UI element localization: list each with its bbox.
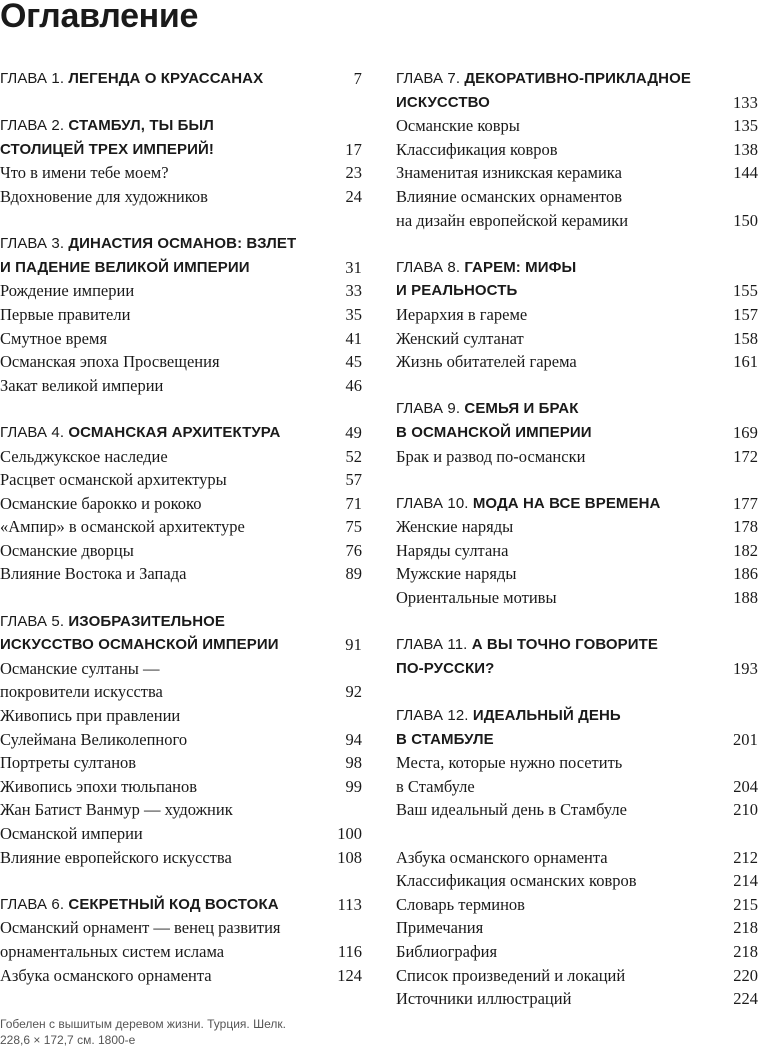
page-number: 52	[345, 446, 362, 466]
chapter-heading-line[interactable]	[396, 633, 758, 657]
chapter-heading-text	[396, 728, 758, 752]
page-number: 210	[733, 800, 758, 820]
page-number: 150	[733, 210, 758, 230]
page-number: 188	[733, 588, 758, 608]
entry-title: Портреты султанов	[0, 753, 137, 773]
chapter-title: ИСКУССТВО ОСМАНСКОЙ ИМПЕРИИ	[0, 636, 279, 654]
toc-entry[interactable]	[0, 350, 362, 374]
entry-title: Знаменитая изникская керамика	[396, 163, 622, 183]
toc-entry[interactable]	[0, 940, 362, 964]
toc-chapter	[0, 610, 362, 870]
toc-entry[interactable]	[0, 161, 362, 185]
chapter-number: ГЛАВА 8.	[396, 258, 465, 276]
entry-title: Влияние Востока и Запада	[0, 564, 187, 584]
page-number: 172	[733, 446, 758, 466]
toc-entry[interactable]	[396, 303, 758, 327]
page-number: 100	[337, 824, 362, 843]
chapter-title: ДЕКОРАТИВНО-ПРИКЛАДНОЕ	[464, 70, 691, 87]
toc-entry[interactable]	[396, 515, 758, 539]
toc-entry[interactable]	[396, 539, 758, 563]
chapter-title: А ВЫ ТОЧНО ГОВОРИТЕ	[471, 636, 659, 654]
toc-entry[interactable]	[396, 869, 758, 893]
entry-title: Ваш идеальный день в Стамбуле	[396, 800, 627, 820]
entry-title: Сулеймана Великолепного	[0, 729, 188, 749]
entry-title: Смутное время	[0, 328, 108, 348]
chapter-title: СТАМБУЛ, ТЫ БЫЛ	[68, 117, 214, 135]
chapter-title: ДИНАСТИЯ ОСМАНОВ: ВЗЛЕТ	[68, 235, 297, 253]
chapter-heading-line[interactable]	[396, 91, 758, 115]
chapter-number: ГЛАВА 5.	[0, 612, 69, 630]
entry-title: Живопись эпохи тюльпанов	[0, 776, 198, 796]
toc-entry[interactable]	[0, 515, 362, 539]
page-number: 116	[337, 941, 362, 961]
chapter-number: ГЛАВА 3.	[0, 235, 69, 253]
chapter-heading-text	[0, 421, 362, 445]
chapter-title: ИДЕАЛЬНЫЙ ДЕНЬ	[472, 707, 621, 725]
chapter-heading-line[interactable]	[0, 421, 362, 445]
toc-entry[interactable]	[0, 775, 362, 799]
entry-title: Брак и развод по-османски	[396, 446, 586, 466]
chapter-heading-line[interactable]	[396, 421, 758, 445]
chapter-title: СЕКРЕТНЫЙ КОД ВОСТОКА	[68, 895, 279, 913]
toc-entry[interactable]	[0, 327, 362, 351]
chapter-title: И РЕАЛЬНОСТЬ	[396, 282, 518, 300]
toc-entry[interactable]	[0, 468, 362, 492]
entry-title: Закат великой империи	[0, 375, 164, 395]
page-number: 98	[345, 753, 362, 773]
page-number: 204	[733, 776, 758, 796]
chapter-heading-text	[396, 633, 758, 657]
toc-chapter	[396, 492, 758, 610]
page-number: 45	[345, 352, 362, 372]
entry-title: Что в имени тебе моем?	[0, 163, 169, 183]
chapter-heading-text	[396, 421, 758, 445]
entry-title: Османские барокко и рококо	[0, 493, 202, 513]
chapter-heading-text	[0, 610, 362, 634]
toc-entry[interactable]	[0, 704, 362, 728]
toc-entry[interactable]	[0, 374, 362, 398]
entry-title: Женские наряды	[396, 517, 514, 537]
toc-entry[interactable]	[396, 964, 758, 988]
entry-title: Классификация ковров	[396, 139, 558, 159]
page-number: 24	[345, 186, 362, 206]
entry-title: Азбука османского орнамента	[396, 847, 608, 867]
page-number: 155	[732, 281, 758, 301]
chapter-heading-text	[0, 67, 362, 91]
toc-chapter	[396, 397, 758, 468]
chapter-heading-text	[396, 91, 758, 115]
caption-line-2: 228,6 × 172,7 см. 1800-е	[0, 1033, 136, 1047]
toc-entry[interactable]	[0, 657, 362, 681]
page-number: 201	[732, 729, 758, 749]
page-number: 193	[732, 658, 758, 678]
page-number: 35	[345, 304, 362, 324]
entry-title: Живопись при правлении	[0, 706, 181, 726]
page-number: 158	[733, 328, 758, 348]
page-number: 220	[733, 965, 758, 985]
toc-entry[interactable]	[396, 798, 758, 822]
page-number: 99	[345, 776, 362, 796]
toc-right-column	[396, 67, 758, 1034]
entry-title: Влияние османских орнаментов	[396, 186, 623, 206]
toc-entry[interactable]	[396, 350, 758, 374]
toc-entry[interactable]	[396, 445, 758, 469]
entry-title: Классификация османских ковров	[396, 871, 637, 891]
page-number: 7	[353, 69, 362, 88]
chapter-heading-line[interactable]	[396, 492, 758, 516]
page-title: Оглавление	[0, 0, 199, 35]
toc-entry[interactable]	[0, 728, 362, 752]
toc-chapter	[396, 67, 758, 232]
page-number: 124	[337, 965, 362, 985]
entry-title: Список произведений и локаций	[396, 965, 626, 985]
page-number: 33	[345, 281, 362, 301]
page-number: 17	[345, 139, 362, 159]
chapter-title: СЕМЬЯ И БРАК	[464, 400, 579, 418]
page-number: 41	[345, 328, 362, 348]
toc-chapter	[0, 421, 362, 586]
toc-entry[interactable]	[396, 209, 758, 233]
page-number: 144	[733, 163, 758, 183]
toc-entry[interactable]	[0, 445, 362, 469]
toc-chapter	[0, 232, 362, 397]
chapter-heading-line[interactable]	[396, 657, 758, 681]
page-number: 178	[733, 517, 758, 537]
entry-title: Ориентальные мотивы	[396, 588, 557, 608]
entry-title: Расцвет османской архитектуры	[0, 470, 227, 490]
entry-title: Первые правители	[0, 304, 131, 324]
image-caption	[0, 1016, 286, 1048]
toc-entry[interactable]	[0, 492, 362, 516]
entry-title: Влияние европейского искусства	[0, 847, 232, 867]
toc-entry[interactable]	[396, 586, 758, 610]
chapter-heading-line[interactable]	[396, 256, 758, 280]
toc-entry[interactable]	[396, 562, 758, 586]
entry-title: Сельджукское наследие	[0, 446, 168, 466]
chapter-heading-line[interactable]	[396, 728, 758, 752]
toc-entry[interactable]	[396, 893, 758, 917]
chapter-number: ГЛАВА 4.	[0, 423, 69, 441]
toc-entry[interactable]	[396, 185, 758, 209]
entry-title: Османская эпоха Просвещения	[0, 352, 220, 372]
page-number: 76	[345, 540, 362, 560]
chapter-heading-line[interactable]	[0, 67, 362, 91]
chapter-heading-text	[396, 492, 758, 516]
toc-chapter	[396, 256, 758, 374]
chapter-title: СТОЛИЦЕЙ ТРЕХ ИМПЕРИЙ!	[0, 140, 214, 158]
page-number: 94	[345, 729, 362, 749]
entry-title: Жизнь обитателей гарема	[396, 352, 577, 372]
toc-chapter	[396, 846, 758, 1011]
entry-title: Женский султанат	[396, 328, 524, 348]
toc-entry[interactable]	[396, 846, 758, 870]
toc-entry[interactable]	[396, 916, 758, 940]
entry-title: Рождение империи	[0, 281, 135, 301]
chapter-heading-text	[396, 397, 758, 421]
toc-entry[interactable]	[0, 916, 362, 940]
chapter-heading-text	[0, 633, 362, 657]
chapter-number: ГЛАВА 9.	[396, 400, 465, 418]
entry-title: Вдохновение для художников	[0, 186, 208, 206]
entry-title: Библиография	[396, 941, 498, 961]
chapter-heading-text	[0, 138, 362, 162]
chapter-heading-text	[396, 256, 758, 280]
entry-title: Иерархия в гареме	[396, 304, 528, 324]
chapter-number: ГЛАВА 2.	[0, 117, 69, 135]
entry-title: Азбука османского орнамента	[0, 965, 212, 985]
page-number: 92	[345, 682, 362, 702]
chapter-number: ГЛАВА 6.	[0, 895, 69, 913]
page-number: 108	[337, 847, 362, 867]
chapter-heading-line[interactable]	[0, 610, 362, 634]
chapter-heading-line[interactable]	[0, 893, 362, 917]
toc-entry[interactable]	[0, 846, 362, 870]
toc-entry[interactable]	[396, 987, 758, 1011]
page-number: 91	[345, 635, 362, 655]
chapter-heading-line[interactable]	[396, 279, 758, 303]
chapter-heading-text	[396, 67, 758, 91]
toc-entry[interactable]	[396, 327, 758, 351]
chapter-heading-line[interactable]	[396, 397, 758, 421]
chapter-heading-text	[396, 704, 758, 728]
page-number: 57	[345, 470, 362, 490]
page-number: 135	[733, 116, 758, 136]
chapter-title: ПО-РУССКИ?	[396, 659, 495, 677]
chapter-title: И ПАДЕНИЕ ВЕЛИКОЙ ИМПЕРИИ	[0, 258, 250, 276]
entry-title: Примечания	[396, 918, 484, 938]
toc-chapter	[0, 114, 362, 208]
page-number: 169	[732, 422, 758, 442]
chapter-title: ГАРЕМ: МИФЫ	[464, 258, 577, 276]
chapter-heading-line[interactable]	[0, 232, 362, 256]
page-number: 182	[733, 540, 758, 560]
toc-entry[interactable]	[396, 114, 758, 138]
chapter-title: МОДА НА ВСЕ ВРЕМЕНА	[472, 494, 661, 512]
chapter-number: ГЛАВА 11.	[396, 636, 472, 654]
entry-title: покровители искусства	[0, 682, 163, 702]
page-number: 89	[345, 564, 362, 584]
toc-entry[interactable]	[396, 161, 758, 185]
chapter-heading-line[interactable]	[0, 633, 362, 657]
toc-entry[interactable]	[0, 964, 362, 988]
chapter-heading-line[interactable]	[0, 256, 362, 280]
page-number: 215	[733, 894, 758, 914]
chapter-heading-line[interactable]	[396, 67, 758, 91]
chapter-heading-text	[0, 114, 362, 138]
page-number: 138	[733, 139, 758, 159]
toc-entry[interactable]	[396, 940, 758, 964]
page-number: 49	[345, 422, 362, 442]
toc-entry[interactable]	[396, 751, 758, 775]
entry-title: Османские дворцы	[0, 540, 134, 560]
toc-chapter	[0, 893, 362, 987]
chapter-title: ИСКУССТВО	[396, 93, 490, 111]
entry-title: Мужские наряды	[396, 564, 517, 584]
page-number: 212	[733, 847, 758, 867]
page-number: 133	[732, 92, 758, 112]
chapter-heading-line[interactable]	[396, 704, 758, 728]
page-number: 157	[733, 304, 758, 324]
page-number: 218	[733, 918, 758, 938]
toc-entry[interactable]	[0, 798, 362, 822]
toc-entry[interactable]	[0, 303, 362, 327]
chapter-heading-line[interactable]	[0, 114, 362, 138]
toc-entry[interactable]	[0, 751, 362, 775]
chapter-heading-text	[396, 279, 758, 303]
toc-chapter	[0, 67, 362, 91]
chapter-title: В СТАМБУЛЕ	[396, 730, 494, 748]
page-number: 177	[732, 493, 758, 513]
chapter-number: ГЛАВА 1.	[0, 70, 69, 87]
chapter-number: ГЛАВА 12.	[396, 707, 473, 725]
page-number: 218	[733, 941, 758, 961]
toc-left-column	[0, 67, 362, 1011]
chapter-heading-line[interactable]	[0, 138, 362, 162]
entry-title: Османские ковры	[396, 116, 520, 136]
chapter-heading-text	[0, 232, 362, 256]
entry-title: «Ампир» в османской архитектуре	[0, 517, 245, 537]
toc-entry[interactable]	[396, 775, 758, 799]
chapter-number: ГЛАВА 10.	[396, 494, 473, 512]
entry-title: Жан Батист Ванмур — художник	[0, 800, 233, 820]
toc-entry[interactable]	[396, 138, 758, 162]
chapter-number: ГЛАВА 7.	[396, 70, 465, 87]
chapter-title: В ОСМАНСКОЙ ИМПЕРИИ	[396, 423, 592, 441]
page-number: 113	[337, 894, 362, 914]
toc-entry[interactable]	[0, 279, 362, 303]
entry-title: в Стамбуле	[396, 776, 475, 796]
entry-title: Источники иллюстраций	[396, 989, 572, 1009]
toc-entry[interactable]	[0, 539, 362, 563]
toc-entry[interactable]	[0, 562, 362, 586]
page-number: 23	[345, 163, 362, 183]
toc-chapter	[396, 704, 758, 822]
entry-title: Османские султаны —	[0, 658, 160, 678]
toc-entry[interactable]	[0, 185, 362, 209]
entry-title: Османский орнамент — венец развития	[0, 918, 281, 938]
page-number: 75	[345, 517, 362, 537]
toc-entry[interactable]	[0, 822, 362, 846]
page-number: 71	[345, 493, 362, 513]
entry-title: на дизайн европейской керамики	[396, 210, 629, 230]
page-number: 224	[733, 989, 758, 1009]
chapter-title: ОСМАНСКАЯ АРХИТЕКТУРА	[68, 423, 281, 441]
chapter-title: ЛЕГЕНДА О КРУАССАНАХ	[68, 70, 264, 87]
entry-title: Османской империи	[0, 824, 143, 843]
chapter-heading-text	[396, 657, 758, 681]
chapter-heading-text	[0, 893, 362, 917]
entry-title: Словарь терминов	[396, 894, 525, 914]
toc-entry[interactable]	[0, 680, 362, 704]
page-number: 161	[733, 352, 758, 372]
page-number: 214	[733, 871, 758, 891]
caption-line-1: Гобелен с вышитым деревом жизни. Турция. Шелк.	[0, 1017, 286, 1031]
page-number: 46	[345, 375, 362, 395]
toc-chapter	[396, 633, 758, 680]
page-number: 186	[733, 564, 758, 584]
entry-title: Наряды султана	[396, 540, 509, 560]
page-number: 31	[345, 257, 362, 277]
chapter-title: ИЗОБРАЗИТЕЛЬНОЕ	[68, 612, 225, 630]
chapter-heading-text	[0, 256, 362, 280]
entry-title: Места, которые нужно посетить	[396, 753, 623, 773]
entry-title: орнаментальных систем ислама	[0, 941, 225, 961]
